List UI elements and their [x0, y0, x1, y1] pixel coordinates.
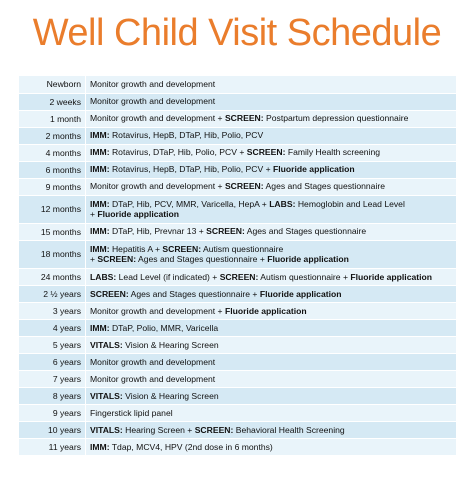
table-row — [19, 388, 456, 405]
activity-text: Autism questionnaire — [201, 243, 284, 254]
visit-age: 10 years — [19, 422, 86, 439]
activity-keyword: IMM: — [90, 164, 110, 175]
schedule-body — [19, 76, 456, 456]
visit-activities — [86, 285, 457, 302]
visit-activities — [86, 223, 457, 240]
activity-keyword: SCREEN: — [224, 181, 264, 192]
table-row — [19, 354, 456, 371]
activity-text: Postpartum depression questionnaire — [263, 113, 409, 124]
visit-age: 9 months — [19, 178, 86, 195]
activity-text: DTaP, Polio, MMR, Varicella — [109, 322, 219, 333]
activity-text: Vision & Hearing Screen — [122, 390, 219, 401]
activity-text: Ages and Stages questionnaire + — [128, 288, 260, 299]
activity-keyword: SCREEN: — [246, 147, 286, 158]
table-row — [19, 110, 456, 127]
activity-keyword: SCREEN: — [162, 243, 202, 254]
table-row — [19, 178, 456, 195]
activity-text: Monitor growth and development — [90, 78, 216, 89]
activity-keyword: SCREEN: — [194, 424, 234, 435]
visit-age: 11 years — [19, 439, 86, 456]
table-row — [19, 268, 456, 285]
table-row — [19, 195, 456, 223]
table-row — [19, 371, 456, 388]
table-row — [19, 161, 456, 178]
table-row — [19, 337, 456, 354]
table-row — [19, 144, 456, 161]
activity-text: Lead Level (if indicated) + — [116, 271, 220, 282]
activity-keyword: VITALS: — [90, 424, 123, 435]
activity-text: DTaP, Hib, PCV, MMR, Varicella, HepA + — [109, 198, 270, 209]
activity-text: Fingerstick lipid panel — [90, 407, 173, 418]
activity-keyword: IMM: — [90, 442, 110, 452]
activity-keyword: Fluoride application — [273, 164, 355, 175]
visit-activities — [86, 405, 457, 422]
visit-age: 2 ½ years — [19, 285, 86, 302]
visit-activities — [86, 439, 457, 456]
visit-activities — [86, 320, 457, 337]
activity-text: Hemoglobin and Lead Level — [295, 198, 405, 209]
visit-age: 6 years — [19, 354, 86, 371]
activity-text: Monitor growth and development — [90, 96, 216, 107]
visit-age: 7 years — [19, 371, 86, 388]
activity-text: Tdap, MCV4, HPV (2nd dose in 6 months) — [109, 442, 273, 452]
table-row — [19, 223, 456, 240]
table-row — [19, 285, 456, 302]
visit-activities — [86, 110, 457, 127]
activity-text: Rotavirus, DTaP, Hib, Polio, PCV + — [109, 147, 247, 158]
visit-activities — [86, 93, 457, 110]
activity-text: + — [90, 209, 98, 220]
visit-age: 2 months — [19, 127, 86, 144]
activity-keyword: SCREEN: — [90, 288, 129, 299]
page-title: Well Child Visit Schedule — [32, 12, 442, 54]
activity-keyword: SCREEN: — [206, 226, 245, 237]
visit-age: 24 months — [19, 268, 86, 285]
table-row — [19, 405, 456, 422]
activity-keyword: SCREEN: — [97, 254, 137, 265]
visit-activities — [86, 371, 457, 388]
table-row — [19, 302, 456, 319]
activity-keyword: VITALS: — [90, 390, 123, 401]
activity-keyword: Fluoride application — [350, 271, 433, 282]
visit-activities — [86, 422, 457, 439]
table-row — [19, 93, 456, 110]
activity-text: Vision & Hearing Screen — [122, 339, 219, 350]
activity-text: Behavioral Health Screening — [233, 424, 345, 435]
table-row — [19, 422, 456, 439]
visit-activities — [86, 127, 457, 144]
table-row — [19, 127, 456, 144]
activity-keyword: LABS: — [90, 271, 117, 282]
activity-keyword: VITALS: — [90, 339, 123, 350]
activity-keyword: SCREEN: — [219, 271, 259, 282]
visit-activities — [86, 302, 457, 319]
activity-keyword: SCREEN: — [224, 113, 264, 124]
table-row — [19, 76, 456, 93]
visit-activities — [86, 268, 457, 285]
activity-text: DTaP, Hib, Prevnar 13 + — [109, 226, 207, 237]
activity-keyword: Fluoride application — [224, 305, 307, 316]
visit-activities — [86, 240, 457, 268]
visit-activities — [86, 178, 457, 195]
activity-text: Autism questionnaire + — [258, 271, 351, 282]
visit-age: 4 years — [19, 320, 86, 337]
visit-age: 12 months — [19, 195, 86, 223]
table-row — [19, 439, 456, 456]
activity-text: Ages and Stages questionnaire — [244, 226, 367, 237]
activity-text: Rotavirus, HepB, DTaP, Hib, Polio, PCV + — [109, 164, 274, 175]
visit-age: 8 years — [19, 388, 86, 405]
activity-keyword: LABS: — [269, 198, 296, 209]
activity-text: Monitor growth and development + — [90, 113, 225, 124]
activity-keyword: Fluoride application — [259, 288, 342, 299]
visit-activities — [86, 337, 457, 354]
visit-age: 1 month — [19, 110, 86, 127]
visit-age: 3 years — [19, 302, 86, 319]
activity-keyword: Fluoride application — [267, 254, 349, 265]
activity-keyword: IMM: — [90, 322, 110, 333]
activity-keyword: IMM: — [90, 147, 110, 158]
visit-activities — [86, 76, 457, 93]
activity-text: Ages and Stages questionnaire + — [136, 254, 268, 265]
visit-age: 2 weeks — [19, 93, 86, 110]
visit-activities — [86, 354, 457, 371]
visit-activities — [86, 388, 457, 405]
visit-age: 6 months — [19, 161, 86, 178]
visit-age: 5 years — [19, 337, 86, 354]
activity-text: Monitor growth and development + — [90, 305, 225, 316]
activity-text: Hepatitis A + — [109, 243, 163, 254]
activity-keyword: IMM: — [90, 243, 110, 254]
activity-text: Monitor growth and development — [90, 373, 216, 384]
schedule-table — [19, 76, 456, 456]
visit-age: 15 months — [19, 223, 86, 240]
activity-text: Monitor growth and development + — [90, 181, 225, 192]
activity-keyword: IMM: — [90, 198, 110, 209]
table-row — [19, 240, 456, 268]
activity-text: Monitor growth and development — [90, 356, 216, 367]
activity-keyword: Fluoride application — [97, 209, 180, 220]
activity-text: Hearing Screen + — [122, 424, 195, 435]
visit-activities — [86, 195, 457, 223]
activity-keyword: IMM: — [90, 130, 110, 141]
visit-age: 4 months — [19, 144, 86, 161]
activity-text: Ages and Stages questionnaire — [263, 181, 385, 192]
table-row — [19, 320, 456, 337]
activity-text: + — [90, 254, 98, 265]
visit-activities — [86, 144, 457, 161]
activity-text: Family Health screening — [285, 147, 381, 158]
visit-age: 18 months — [19, 240, 86, 268]
activity-keyword: IMM: — [90, 226, 110, 237]
visit-age: 9 years — [19, 405, 86, 422]
activity-text: Rotavirus, HepB, DTaP, Hib, Polio, PCV — [109, 130, 264, 141]
visit-activities — [86, 161, 457, 178]
visit-age: Newborn — [19, 76, 86, 93]
